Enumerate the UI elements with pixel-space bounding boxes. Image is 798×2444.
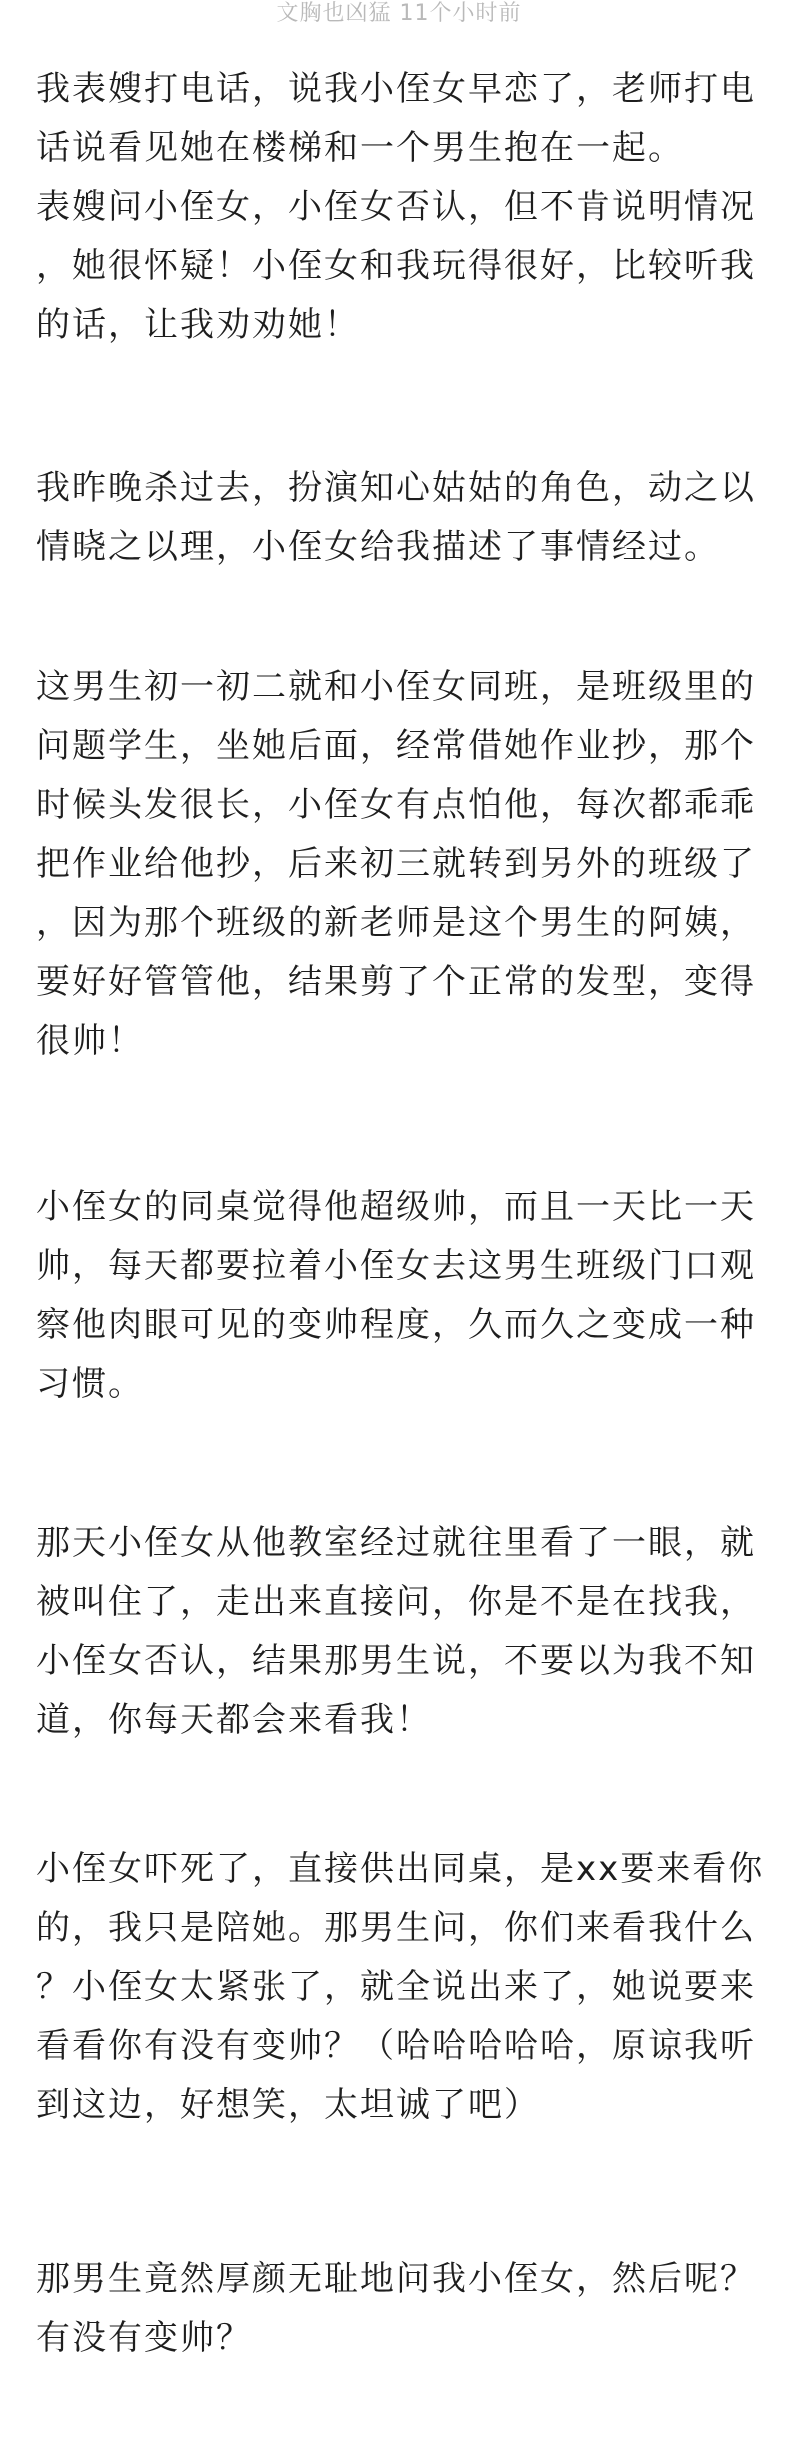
text-line: 有没有变帅？ — [36, 2318, 252, 2358]
paragraph-2 — [36, 459, 766, 577]
text-line: 表嫂问小侄女，小侄女否认，但不肯说明情况 — [36, 187, 756, 227]
text-line: 帅，每天都要拉着小侄女去这男生班级门口观 — [36, 1246, 756, 1286]
text-line: 小侄女吓死了，直接供出同桌，是xx要来看你 — [36, 1849, 765, 1889]
text-line: 那男生竟然厚颜无耻地问我小侄女，然后呢？ — [36, 2259, 756, 2299]
paragraph-3 — [36, 658, 766, 1071]
text-line: 到这边，好想笑，太坦诚了吧） — [36, 2085, 540, 2125]
text-line: ，她很怀疑！小侄女和我玩得很好，比较听我 — [36, 246, 756, 286]
text-line: 问题学生，坐她后面，经常借她作业抄，那个 — [36, 726, 756, 766]
text-line: 话说看见她在楼梯和一个男生抱在一起。 — [36, 128, 684, 168]
text-line: 时候头发很长，小侄女有点怕他，每次都乖乖 — [36, 785, 756, 825]
paragraph-6 — [36, 1840, 766, 2135]
text-line: ，因为那个班级的新老师是这个男生的阿姨， — [36, 903, 756, 943]
text-line: 小侄女的同桌觉得他超级帅，而且一天比一天 — [36, 1187, 756, 1227]
text-line: 习惯。 — [36, 1364, 144, 1404]
text-line: 被叫住了，走出来直接问，你是不是在找我， — [36, 1582, 756, 1622]
paragraph-5 — [36, 1514, 766, 1750]
text-line: 的，我只是陪她。那男生问，你们来看我什么 — [36, 1908, 756, 1948]
paragraph-4 — [36, 1178, 766, 1414]
text-line: 很帅！ — [36, 1021, 144, 1061]
text-line: 看看你有没有变帅？（哈哈哈哈哈，原谅我听 — [36, 2026, 756, 2066]
text-line: 情晓之以理，小侄女给我描述了事情经过。 — [36, 527, 720, 567]
text-line: 的话，让我劝劝她！ — [36, 305, 360, 345]
text-line: 察他肉眼可见的变帅程度，久而久之变成一种 — [36, 1305, 756, 1345]
text-line: 那天小侄女从他教室经过就往里看了一眼，就 — [36, 1523, 756, 1563]
paragraph-1 — [36, 60, 766, 355]
text-line: ？小侄女太紧张了，就全说出来了，她说要来 — [36, 1967, 756, 2007]
text-line: 我昨晚杀过去，扮演知心姑姑的角色，动之以 — [36, 468, 756, 508]
text-line: 这男生初一初二就和小侄女同班，是班级里的 — [36, 667, 756, 707]
text-line: 我表嫂打电话，说我小侄女早恋了，老师打电 — [36, 69, 756, 109]
text-line: 小侄女否认，结果那男生说，不要以为我不知 — [36, 1641, 756, 1681]
paragraph-7 — [36, 2250, 766, 2368]
text-line: 要好好管管他，结果剪了个正常的发型，变得 — [36, 962, 756, 1002]
text-line: 把作业给他抄，后来初三就转到另外的班级了 — [36, 844, 756, 884]
post-meta: 文胸也凶猛 11个小时前 — [276, 1, 522, 26]
text-line: 道，你每天都会来看我！ — [36, 1700, 432, 1740]
